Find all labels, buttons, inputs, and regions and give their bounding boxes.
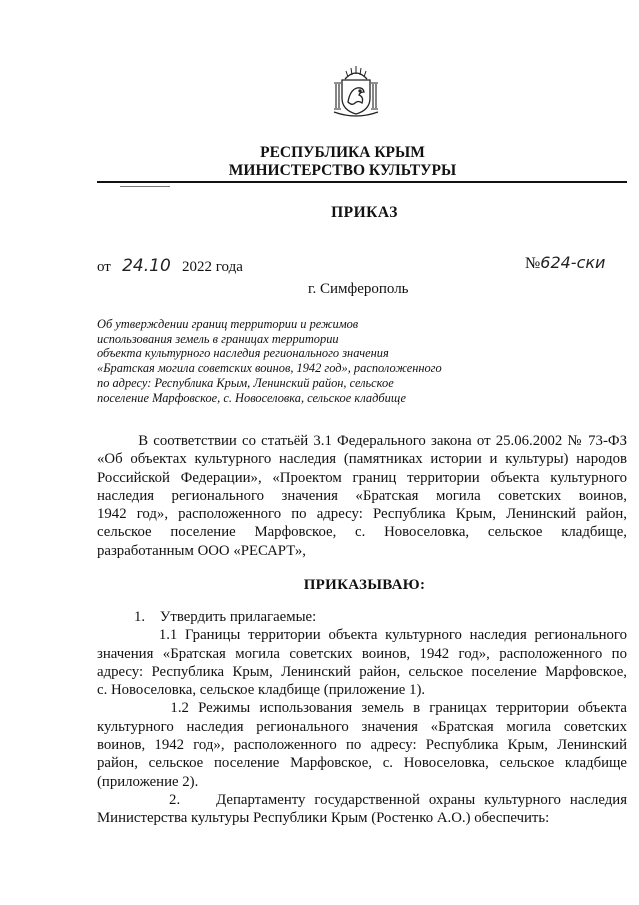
text-line: 2. Департаменту государственной охраны культурного наследия [97,791,627,808]
subject-line: «Братская могила советских воинов, 1942 год», расположенного [97,361,442,376]
text-line: район, сельское поселение Марфовское, с. Новоселовка, сельское кладбище [97,755,627,772]
text-line: разработанным ООО «РЕСАРТ», [97,542,306,559]
subject-line: использования земель в границах территории [97,331,339,346]
text-line: (приложение 2). [97,773,199,790]
text-line: сельское поселение Марфовское, с. Новоселовка, сельское кладбище, [97,524,627,541]
text-line: культурного наследия регионального значения «Братская могила советских [97,718,627,735]
ministry-name: МИНИСТЕРСТВО КУЛЬТУРЫ [228,162,457,179]
text-line: адресу: Республика Крым, Ленинский район, сельское поселение Марфовское, [97,663,627,680]
order-number [525,253,605,273]
text-line: Российской Федерации», «Проектом границ территории объекта культурного [97,469,627,486]
text-line: значения «Братская могила советских воинов, 1942 год», расположенного по [97,645,627,662]
text-line: наследия регионального значения «Братская могила советских воинов, [97,487,627,504]
text-line: воинов, 1942 год», расположенного по адресу: Республика Крым, Ленинский [97,737,627,754]
text-line: 1.2 Режимы использования земель в границах территории объекта [97,700,627,717]
order-subject [97,317,442,405]
order-date [97,256,243,276]
subject-line: Об утверждении границ территории и режимов [97,317,359,331]
preamble-paragraph [97,432,627,560]
date-handwritten: 24.10 [122,256,171,276]
number-sign: № [525,255,541,272]
text-line: Министерства культуры Республики Крым (Ростенко А.О.) обеспечить: [97,810,550,827]
text-line: 1. Утвердить прилагаемые: [97,609,317,625]
order-word: ПРИКАЗЫВАЮ: [303,577,426,593]
date-year: 2022 года [182,259,243,275]
order-items [97,608,627,828]
subject-line: по адресу: Республика Крым, Ленинский район, сельское [97,375,394,390]
text-line: 1942 год», расположенного по адресу: Республика Крым, Ленинский район, [97,506,627,523]
subject-line: объекта культурного наследия регионального значения [97,346,389,361]
text-line: с. Новоселовка, сельское кладбище (приложение 1). [97,682,426,699]
republic-name: РЕСПУБЛИКА КРЫМ [260,144,425,161]
text-line: 1.1 Границы территории объекта культурного наследия регионального [97,627,627,644]
header-divider [97,181,627,183]
number-handwritten: 624-ски [540,253,606,272]
header-divider-thin [120,186,170,187]
coat-of-arms-emblem [330,62,382,120]
text-line: В соответствии со статьёй 3.1 Федерального закона от 25.06.2002 № 73-ФЗ [97,433,627,449]
subject-line: поселение Марфовское, с. Новоселовка, сельское кладбище [97,390,406,405]
date-prefix: от [97,259,111,275]
document-title: ПРИКАЗ [331,204,398,221]
city-name: г. Симферополь [308,281,409,297]
text-line: «Об объектах культурного наследия (памятниках истории и культуры) народов [97,451,627,468]
